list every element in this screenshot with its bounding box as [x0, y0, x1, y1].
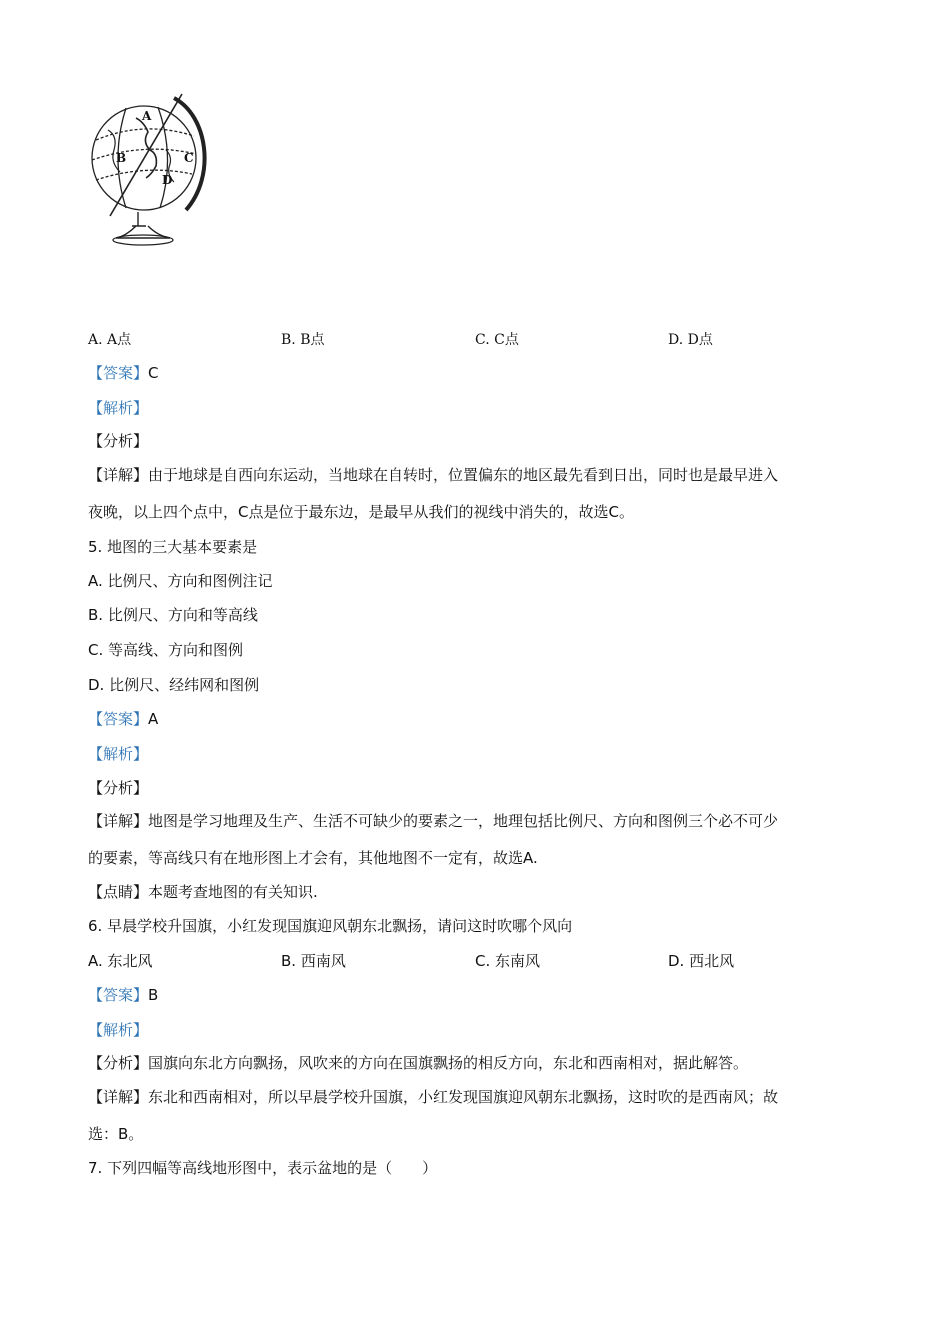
- q5-answer-row: [88, 709, 158, 729]
- detail-tag: 【详解】: [88, 466, 149, 484]
- q4-option-b: B. B点: [281, 332, 325, 348]
- answer-tag: 【答案】: [88, 986, 149, 1004]
- q6-detail-line2: 选：B。: [88, 1125, 144, 1143]
- q5-option-c: C. 等高线、方向和图例: [88, 641, 244, 659]
- q4-fenxi-tag: 【分析】: [88, 432, 149, 450]
- answer-tag: 【答案】: [88, 364, 149, 382]
- q6-fenxi-line: 【分析】国旗向东北方向飘扬，风吹来的方向在国旗飘扬的相反方向，东北和西南相对，据此解答。: [88, 1054, 749, 1072]
- globe-label-d: D: [162, 173, 173, 187]
- globe-label-b: B: [116, 151, 127, 165]
- q4-answer: C: [148, 364, 159, 382]
- q5-fenxi-tag: 【分析】: [88, 779, 149, 797]
- q6-option-d: D. 西北风: [668, 952, 735, 970]
- q6-detail-line1: 【详解】东北和西南相对，所以早晨学校升国旗，小红发现国旗迎风朝东北飘扬，这时吹的是西南风；故: [88, 1088, 779, 1106]
- q5-option-b: B. 比例尺、方向和等高线: [88, 606, 258, 624]
- q5-option-a: A. 比例尺、方向和图例注记: [88, 572, 273, 590]
- q4-option-d: D. D点: [668, 332, 713, 348]
- q5-dianjing: 【点睛】本题考查地图的有关知识.: [88, 883, 318, 901]
- q6-option-c: C. 东南风: [475, 952, 541, 970]
- detail-tag: 【详解】: [88, 1088, 149, 1106]
- q4-detail-line2: 夜晚，以上四个点中，C点是位于最东边，是最早从我们的视线中消失的，故选C。: [88, 503, 634, 521]
- q5-detail-line1: 【详解】地图是学习地理及生产、生活不可缺少的要素之一，地理包括比例尺、方向和图例三个必不可少: [88, 812, 779, 830]
- q4-detail-line1: 【详解】由于地球是自西向东运动，当地球在自转时，位置偏东的地区最先看到日出，同时也是最早进入: [88, 466, 779, 484]
- globe-figure: [86, 90, 216, 248]
- q4-option-c: C. C点: [475, 332, 519, 348]
- q4-answer-row: [88, 363, 159, 383]
- q6-analysis-tag: 【解析】: [88, 1021, 149, 1039]
- q5-question: 5. 地图的三大基本要素是: [88, 538, 258, 556]
- q4-analysis-tag: 【解析】: [88, 399, 149, 417]
- q5-analysis-tag: 【解析】: [88, 745, 149, 763]
- q6-question: 6. 早晨学校升国旗，小红发现国旗迎风朝东北飘扬，请问这时吹哪个风向: [88, 917, 573, 935]
- q5-option-d: D. 比例尺、经纬网和图例: [88, 676, 260, 694]
- globe-label-c: C: [184, 151, 194, 165]
- detail-tag: 【详解】: [88, 812, 149, 830]
- answer-tag: 【答案】: [88, 710, 149, 728]
- q5-detail-line2: 的要素，等高线只有在地形图上才会有，其他地图不一定有，故选A.: [88, 849, 538, 867]
- q6-answer-row: [88, 985, 158, 1005]
- q6-option-a: A. 东北风: [88, 952, 153, 970]
- globe-label-a: A: [142, 109, 152, 123]
- q6-option-b: B. 西南风: [281, 952, 346, 970]
- q7-question: 7. 下列四幅等高线地形图中，表示盆地的是（ ）: [88, 1159, 438, 1177]
- q6-answer: B: [148, 986, 159, 1004]
- q4-option-a: A. A点: [88, 332, 132, 348]
- q5-answer: A: [148, 710, 159, 728]
